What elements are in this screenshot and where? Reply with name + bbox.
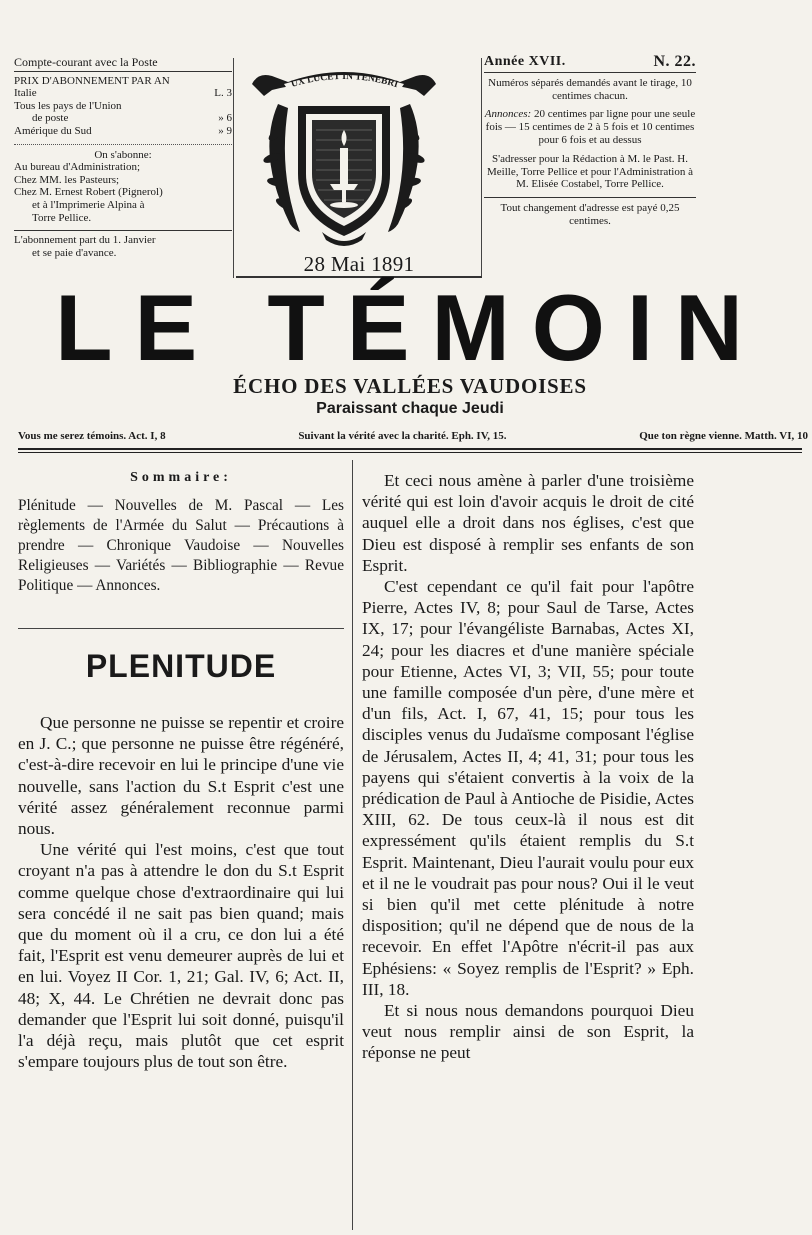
subscribe-line: Torre Pellice. [32,211,92,224]
emblem [238,54,450,254]
price-row-union [14,112,232,125]
price-value: L. 3 [214,87,232,100]
article-column-left [18,712,344,1072]
divider [18,448,802,450]
subscription-footer: et se paie d'avance. [32,246,117,259]
subscribe-line: Chez MM. les Pasteurs; [14,173,120,186]
divider [14,230,232,231]
column-separator [352,460,353,1230]
ribbon-banner-icon [238,54,436,96]
issue-number: N. 22. [653,53,696,70]
ads-text: 20 centimes par ligne pour une seule fois — 15 centimes de 2 à 5 fois et 10 centimes pour 6 fois et au dessus [485,108,696,146]
issue-year: Année XVII. [484,54,566,69]
single-copies-note: Numéros séparés demandés avant le tirage, 10 centimes chacun. [488,76,692,102]
article-paragraph: C'est cependant ce qu'il fait pour l'apôtre Pierre, Actes IV, 8; pour Saul de Tarse, Actes IX, 17; pour l'évangéliste Barnabas, Actes XI, 24; pour les diacres et d'une manière spéciale pour Etienne, Actes VI, 3; VII, 55; pour toute une famille composée d'un père, d'une mère et d'un fils, Act. I, 67, 41, 15; pour tous les disciples venus du Judaïsme composant l'église de Jérusalem, Actes II, 4; 41, 31; pour tous les payens qui s'étaient convertis à la voix de la prédication de Paul à Antioche de Pisidie, Actes XIII, 62. De tous ceux-là il nous est dit expressément qu'ils étaient remplis du S.t Esprit. Maintenant, Dieu l'aurait voulu pour eux et il ne le voudrait pas pour nous? Oui il le veut si bien qu'il met cette plénitude à notre disposition; qu'il ne dépend que de nous de la recevoir. En effet l'Apôtre n'écrit-il pas aux Ephésiens: « Soyez remplis de l'Esprit? » Eph. III, 18. [362,577,694,999]
subscribe-title: On s'abonne: [94,148,152,161]
divider [484,72,696,73]
subscription-info [14,56,232,259]
epigraph-verse: Suivant la vérité avec la charité. Eph. IV, 15. [298,430,507,442]
price-title: PRIX D'ABONNEMENT PAR AN [14,74,170,87]
divider [484,197,696,198]
article-title: PLENITUDE [85,648,277,684]
price-label: Amérique du Sud [14,124,92,137]
article-paragraph: Une vérité qui l'est moins, c'est que tout croyant n'a pas à attendre le don du S.t Esprit comme quelque chose d'extraordinaire qui lui sera concédé il ne sait pas bien quand; mais que du moment où il a cru, ce don lui a été fait, l'Esprit est venu demeurer auprès de lui et en lui. Voyez II Cor. 1, 21; Gal. IV, 6; Act. II, 48; X, 44. Le Chrétien ne devrait donc pas demander que l'Esprit lui soit donné, puisqu'il l'a déjà reçu, mais plutôt que cet esprit s'empare toujours plus de tout son être. [18,840,344,1072]
issue-date: 28 Mai 1891 [303,252,415,276]
price-value: » 6 [218,112,232,125]
contact-note: S'adresser pour la Rédaction à M. le Past. H. Meille, Torre Pellice et pour l'Administration à M. Elisée Costabel, Torre Pellice. [487,152,693,191]
price-label: Italie [14,87,37,100]
price-label-union: Tous les pays de l'Union [14,99,122,112]
publication-info [484,53,696,234]
price-label: de poste [32,112,69,125]
price-row-amerique [14,125,232,138]
ads-label: Annonces: [484,108,532,121]
subscribe-line: et à l'Imprimerie Alpina à [32,198,145,211]
article-paragraph: Et ceci nous amène à parler d'une troisième vérité qui est loin d'avoir acquis le droit de cité auquel elle a droit dans nos églises, c'est que Dieu est disposé à remplir ses enfants de son Esprit. [362,471,694,575]
summary-text: Plénitude — Nouvelles de M. Pascal — Les règlements de l'Armée du Salut — Précautions à prendre — Chronique Vaudoise — Nouvelles Religieuses — Variétés — Bibliographie — Revue Politique — Annonces. [18,497,344,594]
epigraph-row [18,430,808,442]
subscription-footer: L'abonnement part du 1. Janvier [14,234,156,247]
address-change-note: Tout changement d'adresse est payé 0,25 centimes. [500,202,680,227]
article-paragraph: Et si nous nous demandons pourquoi Dieu veut nous remplir ainsi de son Esprit, la réponse ne peut [362,1001,694,1063]
divider [18,628,344,629]
header-separator-right [481,58,482,278]
summary-title: Sommaire: [130,470,232,485]
price-row-italie [14,87,232,100]
newspaper-title: LE TÉMOIN [55,275,765,380]
header-separator-left [233,58,234,278]
divider [14,144,232,145]
postal-account-note: Compte-courant avec la Poste [14,55,158,69]
subscribe-line: Chez M. Ernest Robert (Pignerol) [14,186,163,199]
issue-number-row [484,53,696,70]
subscribe-line: Au bureau d'Administration; [14,161,141,174]
divider [14,71,232,72]
price-value: » 9 [218,124,232,137]
article-column-right [362,470,694,1064]
article-paragraph: Que personne ne puisse se repentir et croire en J. C.; que personne ne puisse être régénéré, c'est-à-dire recevoir en lui le principe d'une vie nouvelle, sans l'action du S.t Esprit c'est une vérité assez généralement reconnue parmi nous. [18,713,344,839]
newspaper-subtitle: ÉCHO DES VALLÉES VAUDOISES [233,374,587,398]
emblem-graphic [238,54,450,254]
epigraph-verse: Vous me serez témoins. Act. I, 8 [18,430,166,442]
epigraph-verse: Que ton règne vienne. Matth. VI, 10 [639,430,808,442]
divider [18,452,802,453]
emblem-motto: UX LUCET IN TENEBRI [290,71,400,91]
ads-note [484,108,696,146]
newspaper-tagline: Paraissant chaque Jeudi [316,400,504,417]
